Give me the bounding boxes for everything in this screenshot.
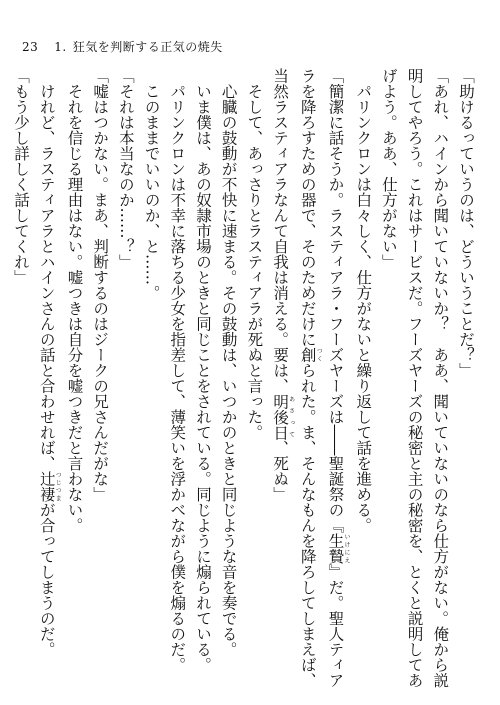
- text-line-ruby: けれど、ラスティアラとハインさんの話と合わせれば、辻褄つじつまが合ってしまうのだ。: [37, 68, 62, 657]
- text-line: 「それは本当なのか……？」: [116, 68, 135, 270]
- body-text: [8, 68, 478, 688]
- text-line-ruby: 「簡潔に話そうか。ラスティアラ・フーズヤーズは――聖誕祭の『生贄いけにえ』だ。聖人ティア: [326, 68, 350, 688]
- text-line: 「あれ、ハインから聞いていないか？ ああ、聞いていないのなら仕方がない。俺から説: [431, 68, 450, 688]
- ruby-ikenie: 生贄いけにえ: [326, 533, 350, 564]
- text-line: パリンクロンは白々しく、仕方がないと繰り返して話を進める。: [354, 68, 373, 533]
- page-number: 23: [22, 40, 39, 54]
- text-line: このままでいいのか、と……。: [142, 68, 161, 301]
- chapter-number: 1.: [54, 40, 67, 54]
- text-line: げよう。ああ、仕方がない」: [379, 68, 398, 270]
- text-line: そして、あっさりとラスティアラが死ぬと言った。: [245, 68, 264, 440]
- text-line: いま僕は、あの奴隷市場のときと同じことをされている。同じように煽られている。: [193, 68, 212, 673]
- text-line-ruby: ラを降ろすための器で、そのためだけに創つくられた。ま、そんなもんを降ろしてしまえば、: [298, 68, 323, 688]
- text-line-ruby: 当然ラスティアラなんて自我は消える。要は、明後日あさって、死ぬ」: [271, 68, 295, 502]
- chapter-title: 狂気を判断する正気の焼失: [72, 40, 223, 54]
- ruby-asatte: 明後日あさって: [271, 393, 295, 440]
- text-line: 「助けるっていうのは、どういうことだ？」: [457, 68, 475, 378]
- ruby-tsujitsuma: 辻褄つじつま: [37, 471, 62, 502]
- text-line: 心臓の鼓動が不快に速まる。その鼓動は、いつかのときと同じような音を奏でる。: [219, 68, 238, 657]
- running-header: [22, 38, 223, 55]
- text-line: 「嘘はつかない。まあ、判断するのはジークの兄さんだがな」: [91, 68, 110, 502]
- text-line: パリンクロンは不幸に落ちる少女を指差して、薄笑いを浮かべながら僕を煽るのだ。: [168, 68, 187, 673]
- ruby-tsukutta: 創つく: [298, 347, 323, 363]
- text-line: 「もう少し詳しく話してくれ」: [12, 68, 31, 285]
- text-line: 明してやろう。これはサービスだ。フーズヤーズの秘密と主の秘密を、とくと説明してあ: [405, 68, 424, 688]
- text-line: それを信じる理由はない。嘘つきは自分を嘘つきだと言わない。: [65, 68, 84, 533]
